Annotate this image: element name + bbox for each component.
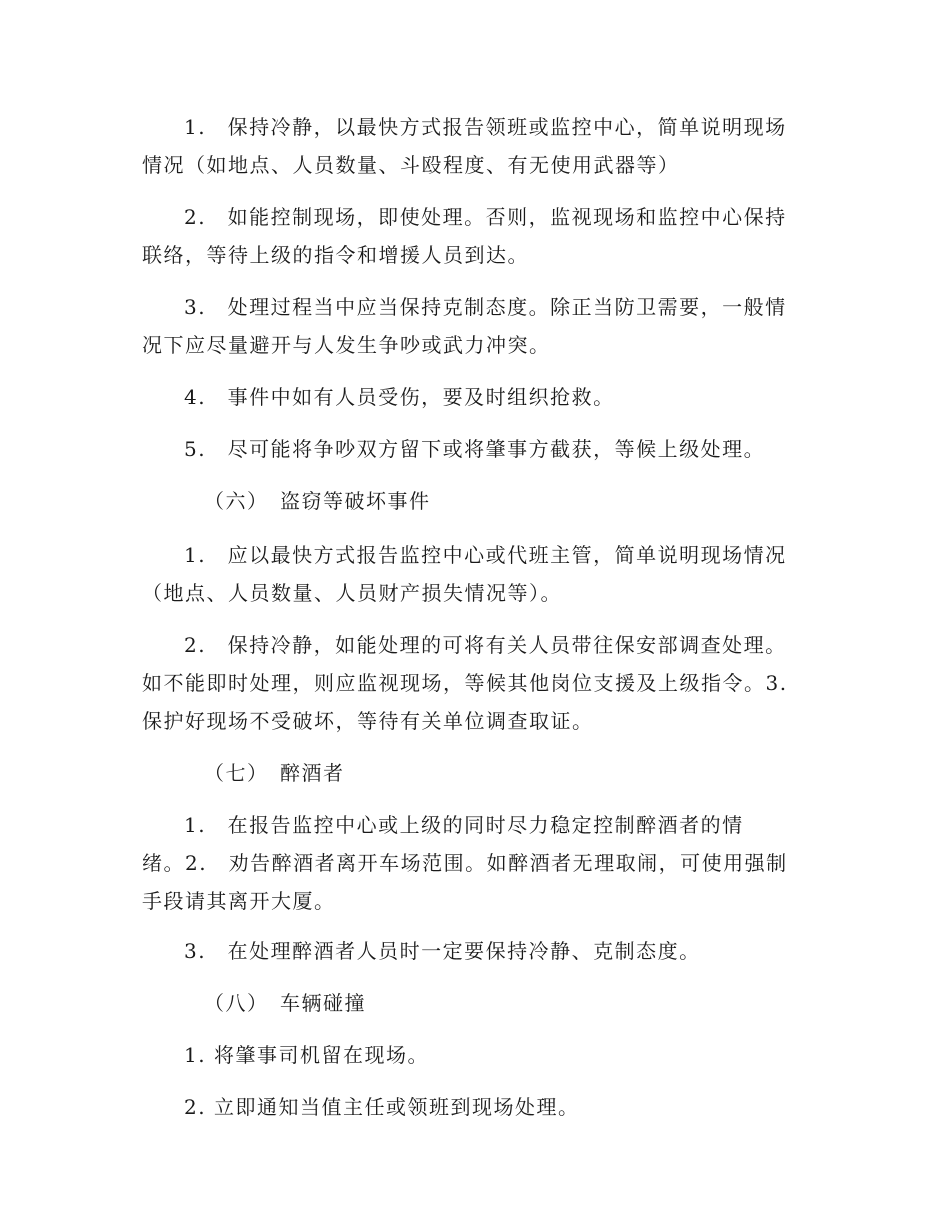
section-heading: （六） 盗窃等破坏事件 [204, 489, 431, 513]
text-line: 4. 事件中如有人员受伤，要及时组织抢救。 [184, 385, 615, 409]
text-line: 1. 应以最快方式报告监控中心或代班主管，简单说明现场情况 [184, 543, 787, 567]
text-line: 1. 保持冷静，以最快方式报告领班或监控中心，简单说明现场 [184, 115, 787, 139]
section-heading: （七） 醉酒者 [204, 761, 345, 785]
text-line: 2. 保持冷静，如能处理的可将有关人员带往保安部调查处理。 [184, 633, 787, 657]
text-line: 如不能即时处理，则应监视现场，等候其他岗位支援及上级指令。3. [142, 671, 788, 695]
text-line: 1. 在报告监控中心或上级的同时尽力稳定控制醉酒者的情 [184, 813, 744, 837]
text-line: 2. 立即通知当值主任或领班到现场处理。 [184, 1095, 580, 1119]
text-line: 3. 处理过程当中应当保持克制态度。除正当防卫需要，一般情 [184, 295, 787, 319]
text-line: 3. 在处理醉酒者人员时一定要保持冷静、克制态度。 [184, 939, 701, 963]
text-line: （地点、人员数量、人员财产损失情况等）。 [142, 581, 562, 605]
text-line: 况下应尽量避开与人发生争吵或武力冲突。 [142, 333, 551, 357]
text-line: 5. 尽可能将争吵双方留下或将肇事方截获，等候上级处理。 [184, 437, 766, 461]
text-line: 手段请其离开大厦。 [142, 889, 336, 913]
text-line: 1. 将肇事司机留在现场。 [184, 1043, 429, 1067]
text-line: 2. 如能控制现场，即使处理。否则，监视现场和监控中心保持 [184, 205, 787, 229]
text-line: 联络，等待上级的指令和增援人员到达。 [142, 243, 529, 267]
text-line: 保护好现场不受破坏，等待有关单位调查取证。 [142, 709, 594, 733]
text-line: 情况（如地点、人员数量、斗殴程度、有无使用武器等） [142, 153, 680, 177]
section-heading: （八） 车辆碰撞 [204, 991, 366, 1015]
text-line: 绪。2. 劝告醉酒者离开车场范围。如醉酒者无理取闹，可使用强制 [142, 851, 788, 875]
